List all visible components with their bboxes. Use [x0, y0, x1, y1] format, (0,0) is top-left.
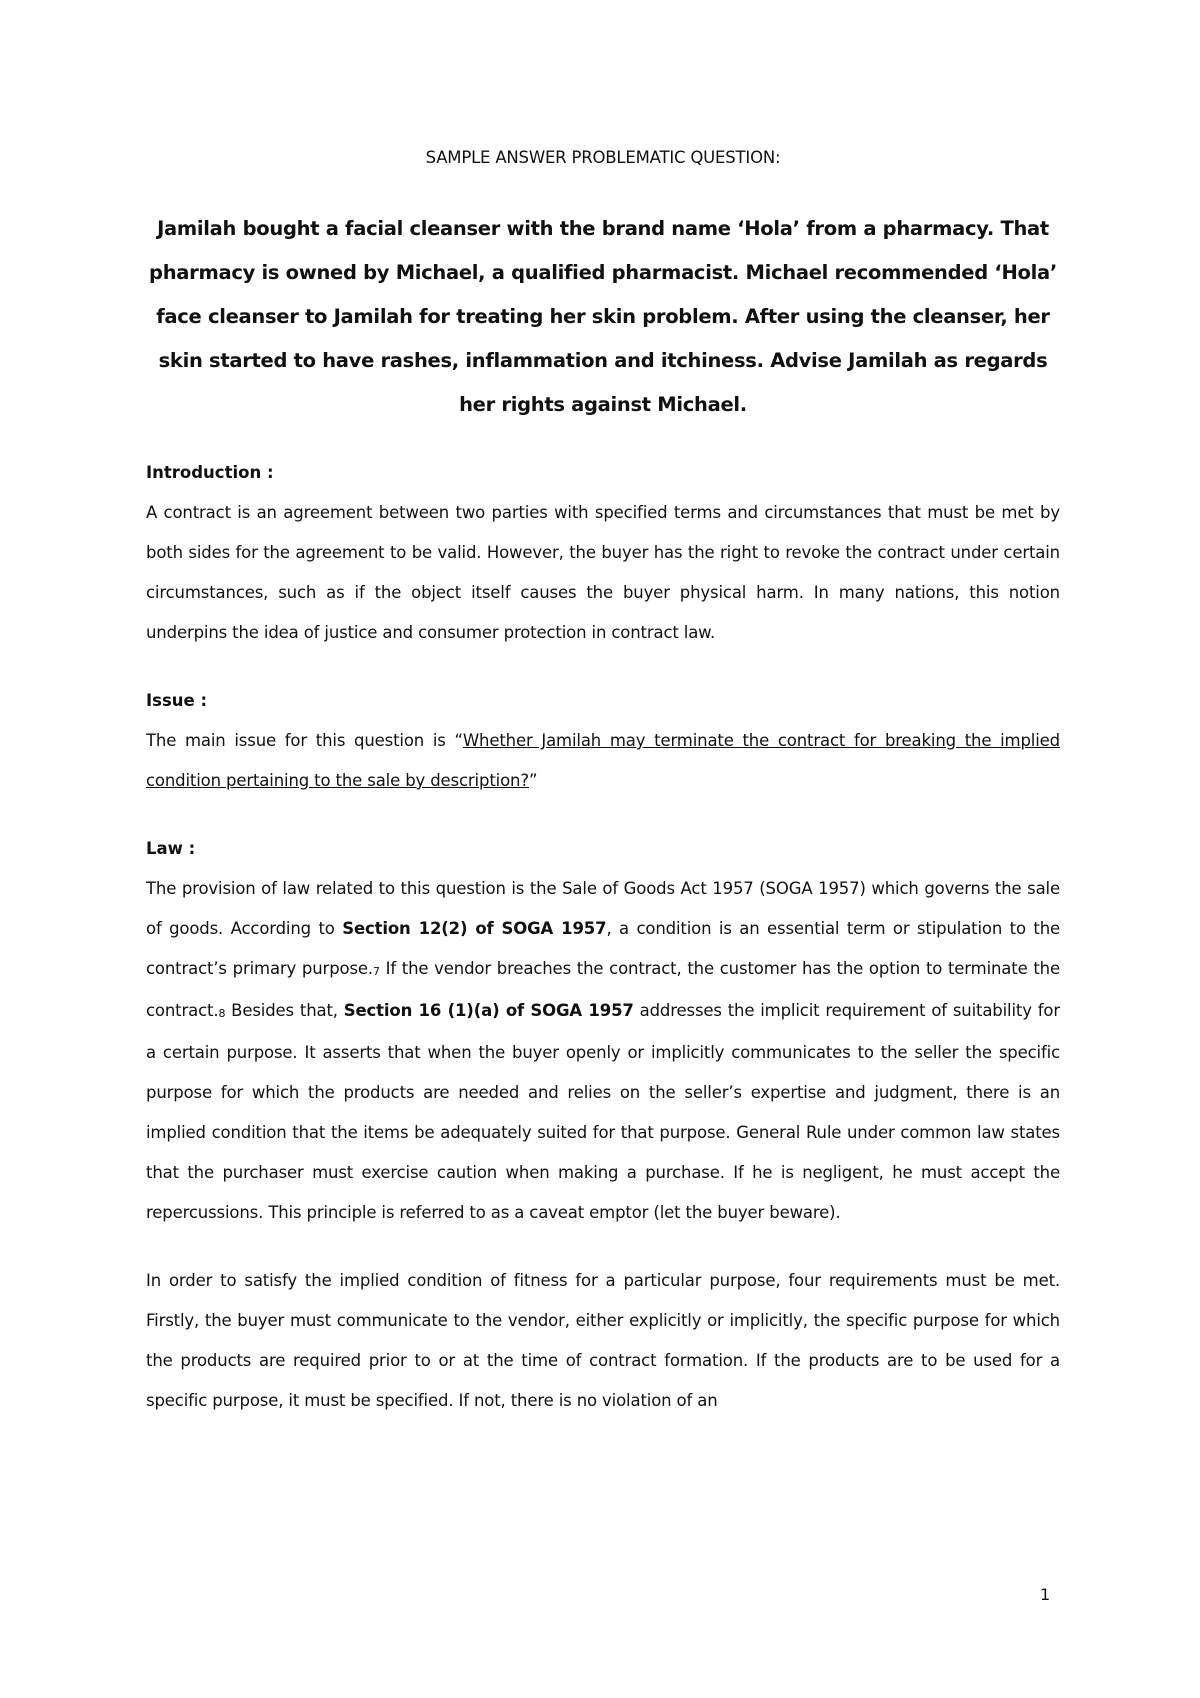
introduction-text: A contract is an agreement between two parties with specified terms and circumstances that must be met by both sides for the agreement to be valid. However, the buyer has the right to revoke the contract under certain circumstances, such as if the object itself causes the buyer physical harm. In many nations, this notion underpins the idea of justice and consumer protection in contract law. [146, 503, 1060, 642]
issue-question-underlined: Whether Jamilah may terminate the contract for breaking the implied condition pertaining to the sale by description? [146, 731, 1060, 790]
footnote-marker-8: 8 [218, 1007, 226, 1020]
page-number: 1 [1040, 1585, 1051, 1604]
issue-section [146, 681, 1060, 801]
law-paragraph-1 [146, 869, 1060, 1233]
law-p1-c: , a condition is an essential term or stipulation to the contract’s primary purpose. [146, 919, 1060, 978]
issue-text [146, 721, 1060, 801]
document-title: SAMPLE ANSWER PROBLEMATIC QUESTION: [425, 148, 781, 167]
issue-text-prefix: The main issue for this question is “ [146, 731, 463, 750]
law-p1-d: If the vendor breaches the contract, the customer has the option to terminate the contract. [146, 959, 1060, 1020]
issue-text-suffix: ” [528, 771, 538, 790]
introduction-heading: Introduction : [146, 463, 274, 482]
law-p1-e: Besides that, [225, 1001, 344, 1020]
footnote-marker-7: 7 [373, 965, 380, 978]
law-heading: Law : [146, 839, 196, 858]
issue-heading: Issue : [146, 691, 208, 710]
section-12-2-reference: Section 12(2) of SOGA 1957 [342, 919, 607, 938]
law-section [146, 829, 1060, 1233]
section-16-1-a-reference: Section 16 (1)(a) of SOGA 1957 [343, 1001, 634, 1020]
law-p1-a: The provision of law related to this question is the Sale of Goods Act 1957 (SOGA 1957) which governs the sale of goods. According to [146, 879, 1060, 938]
law-p1-g: addresses the implicit requirement of suitability for a certain purpose. It asserts that when the buyer openly or implicitly communicates to the seller the specific purpose for which the products are needed and relies on the seller’s expertise and judgment, there is an implied condition that the items be adequately suited for that purpose. General Rule under common law states that the purchaser must exercise caution when making a purchase. If he is negligent, he must accept the repercussions. This principle is referred to as a caveat emptor (let the buyer beware). [146, 1001, 1060, 1222]
law-paragraph-2: In order to satisfy the implied condition of fitness for a particular purpose, four requirements must be met. Firstly, the buyer must communicate to the vendor, either explicitly or implicitly, the specific purpose for which the products are required prior to or at the time of contract formation. If the products are to be used for a specific purpose, it must be specified. If not, there is no violation of an [146, 1271, 1060, 1410]
introduction-section [146, 453, 1060, 653]
document-page [146, 148, 1060, 1421]
problem-question: Jamilah bought a facial cleanser with the brand name ‘Hola’ from a pharmacy. That pharmacy is owned by Michael, a qualified pharmacist. Michael recommended ‘Hola’ face cleanser to Jamilah for treating her skin problem. After using the cleanser, her skin started to have rashes, inflammation and itchiness. Advise Jamilah as regards her rights against Michael. [149, 217, 1057, 416]
